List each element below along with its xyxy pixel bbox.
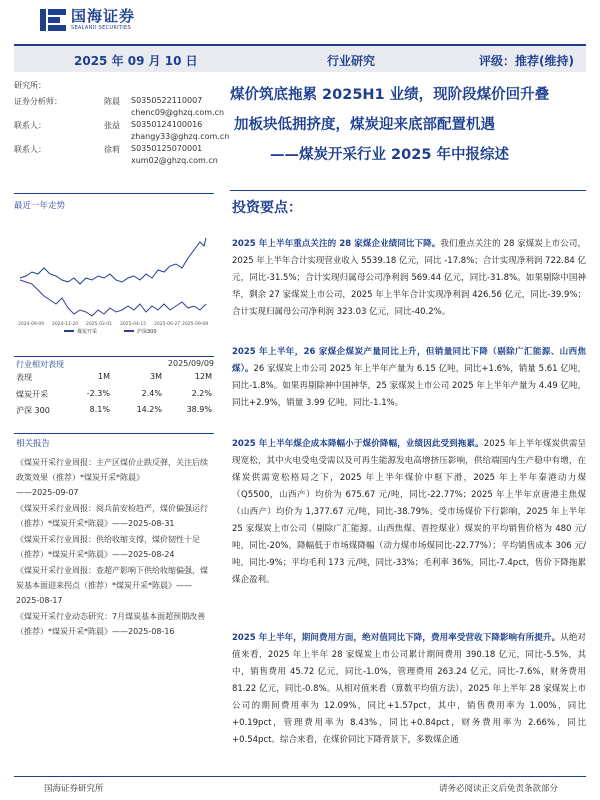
report-category: 行业研究: [327, 54, 376, 68]
report-date: 2025 年 09 月 10 日: [74, 54, 198, 68]
report-date: ——2025-09-07: [16, 488, 79, 497]
analyst-id: S0350124100016: [131, 120, 203, 129]
paragraph-body: 2025 年上半年煤炭供需呈现宽松，其中火电受电受需以及可再生能源发电高增挤压影响，供给端国内生产稳中有增，在煤炭供需宽松格局之下，2025 年上半年煤价中枢下滑，2025 年上半年秦港动力煤（Q5500，山西产）均价为 675.67 元/吨，同比-22.77%；2025 年上半年京唐港主焦煤（山西产）均价为 1,377.67 元/吨，同比-38.79%。受市场煤价下行影响，2025 年上半年 25 家煤炭上市公司（剔除广汇能源、山西焦煤、晋控煤业）煤炭的平均销售价格为 480 元/吨，同比-20%，降幅低于市场煤降幅（动力煤市场煤同比-22.77%）；平均销售成本 306 元/吨，同比-9%；平均毛利 173 元/吨，同比-33%；毛利率 36%，同比-7.4pct，售价下降拖累煤企盈利。: [232, 439, 586, 585]
table-header: 表现: [16, 373, 32, 382]
series-line-csi300: [20, 280, 206, 316]
footer-divider: [14, 776, 586, 777]
logo-name-en: SEALAND SECURITIES: [71, 25, 131, 31]
analyst-role: 联系人：: [14, 145, 46, 154]
x-tick: 2025-02-01: [86, 322, 113, 327]
brand-logo: [40, 5, 135, 35]
title-line-1: 煤价筑底拖累 2025H1 业绩，现阶段煤价回升叠: [230, 87, 550, 103]
analyst-role: 证券分析师：: [14, 97, 62, 106]
table-cell: 沪深 300: [16, 406, 50, 415]
paragraph: [232, 236, 586, 321]
report-date: ——2025-08-16: [112, 627, 175, 636]
report-item[interactable]: [14, 532, 210, 562]
paragraph-lead: 2025 年上半年，26 家煤企煤炭产量同比上升，但销量同比下降（剔除广汇能源、山西焦煤）。: [232, 347, 586, 374]
table-header: 1M: [98, 372, 110, 381]
report-date: ——2025-08-24: [112, 550, 175, 559]
legend-coal: 煤炭开采: [77, 329, 98, 335]
footer-disclaimer: 请务必阅读正文后免责条款部分: [438, 784, 558, 794]
x-tick: 2024-09-09: [18, 322, 45, 327]
report-text: 《煤炭开采行业周报：查超产影响下供给收缩偏强，煤炭基本面迎来拐点（推荐）*煤炭开采*陈晨》: [16, 566, 208, 590]
performance-table: [14, 356, 214, 426]
report-text: 《煤炭开采行业周报：主产区煤价止跌反弹，关注后续政策效果（推荐）*煤炭开采*陈晨》: [16, 458, 208, 482]
analyst-id: S0350522110007: [131, 96, 203, 105]
logo-mark-icon: [40, 9, 66, 31]
trend-chart: [16, 218, 210, 338]
report-item[interactable]: [14, 455, 210, 500]
table-header: 12M: [194, 372, 212, 381]
table-cell: 2.4%: [141, 389, 162, 398]
analyst-email[interactable]: xum02@ghzq.com.cn: [131, 156, 218, 165]
table-cell: 14.2%: [136, 405, 162, 414]
report-item[interactable]: [14, 501, 210, 531]
analyst-email[interactable]: zhangy33@ghzq.com.cn: [131, 132, 230, 141]
analyst-name: 陈晨: [104, 97, 120, 106]
key-points-label: 投资要点：: [232, 200, 302, 216]
x-tick: 2025-09-08: [182, 322, 209, 327]
paragraph-body: 我们重点关注的 28 家煤炭上市公司，2025 年上半年合计实现营业收入 5539.18 亿元，同比 -17.8%；合计实现净利润 722.84 亿元，同比-31.5%；合计实现归属母公司净利润 569.44 亿元，同比-31.8%。如果剔除中国神华，剩余 27 家煤炭上市公司，2025 年上半年合计实现净利润 426.56 亿元，同比-39.9%；合计实现归属母公司净利润 323.03 亿元，同比-40.2%。: [232, 239, 586, 317]
report-text: 《煤炭开采行业周报：阅兵前安检趋严，煤价偏强运行（推荐）*煤炭开采*陈晨》: [16, 504, 208, 528]
report-item[interactable]: [14, 609, 210, 639]
legend-csi300: 沪深300: [137, 329, 157, 335]
footer-left: 国海证券研究所: [44, 784, 104, 794]
table-row: [14, 389, 214, 402]
performance-title: 行业相对表现: [16, 360, 64, 369]
title-line-3: ——煤炭开采行业 2025 年中报综述: [270, 147, 509, 163]
reports-title: 相关报告: [16, 439, 51, 449]
paragraph-lead: 2025 年上半年重点关注的 28 家煤企业绩同比下降。: [232, 239, 441, 249]
divider: [14, 356, 214, 357]
series-line-coal: [20, 238, 206, 284]
report-text: 《煤炭开采行业动态研究：7月煤炭基本面超预期改善（推荐）*煤炭开采*陈晨》: [16, 612, 206, 636]
table-cell: 8.1%: [89, 405, 110, 414]
table-cell: 煤炭开采: [16, 390, 48, 399]
table-cell: -2.3%: [86, 389, 110, 398]
report-item[interactable]: [14, 563, 210, 608]
analyst-id: S0350125070001: [131, 144, 203, 153]
report-date: ——2025-08-17: [16, 581, 192, 605]
analysts-title: 研究所：: [14, 81, 46, 90]
x-tick: 2025-04-15: [120, 322, 147, 327]
divider: [230, 190, 586, 191]
paragraph-lead: 2025 年上半年，期间费用方面，绝对值同比下降，费用率受营收下降影响有所提升。: [232, 633, 561, 643]
title-line-2: 加板块低拥挤度，煤炭迎来底部配置机遇: [234, 117, 495, 133]
paragraph: [232, 436, 586, 589]
table-cell: 2.2%: [191, 389, 212, 398]
logo-name-cn: 国海证券: [71, 7, 136, 25]
divider: [14, 433, 214, 434]
paragraph: [232, 344, 586, 412]
trend-label: 最近一年走势: [14, 201, 66, 211]
analyst-name: 张益: [104, 121, 120, 130]
analyst-email[interactable]: chenc09@ghzq.com.cn: [131, 108, 225, 117]
trend-chart-svg: [16, 218, 210, 338]
paragraph: [232, 630, 586, 774]
table-header-row: [14, 372, 214, 385]
left-column: [14, 80, 230, 211]
analyst-role: 联系人：: [14, 121, 46, 130]
report-rating: 评级：推荐(维持): [479, 54, 574, 68]
performance-date: 2025/09/09: [167, 359, 214, 368]
related-reports: [14, 433, 210, 640]
paragraph-body: 26 家煤炭上市公司 2025 年上半年产量为 6.15 亿吨，同比+1.6%，销量 5.61 亿吨，同比-1.8%。如果再剔除神中国神华，25 家煤炭上市公司 2025 年上半年产量为 4.49 亿吨，同比+2.9%，销量 3.99 亿吨，同比-1.1%。: [232, 364, 586, 408]
report-date: ——2025-08-31: [112, 519, 175, 528]
paragraph-body: 从绝对值来看，2025 年上半年 28 家煤炭上市公司累计期间费用 390.18 亿元，同比-5.5%，其中，销售费用 45.72 亿元，同比-1.0%，管理费用 263.24 亿元，同比-7.6%，财务费用 81.22 亿元，同比-0.8%。从相对值来看（算数平均值方法），2025 年上半年 28 家煤炭上市公司的期间费用率为 12.09%，同比+1.57pct，其中，销售费用率为 1.00%，同比+0.19pct，管理费用率为 8.43%，同比+0.84pct，财务费用率为 2.66%，同比+0.54pct。综合来看，在煤价同比下降背景下，多数煤企通: [232, 633, 586, 745]
table-row: [14, 405, 214, 418]
paragraph-lead: 2025 年上半年煤企成本降幅小于煤价降幅，业绩因此受到拖累。: [232, 439, 484, 449]
divider: [14, 193, 214, 194]
header-band: [14, 44, 586, 72]
x-tick: 2025-06-27: [154, 322, 181, 327]
analyst-name: 徐莉: [104, 145, 120, 154]
report-text: 《煤炭开采行业周报：供给收缩支撑，煤价韧性十足（推荐）*煤炭开采*陈晨》: [16, 535, 200, 559]
x-tick: 2024-11-20: [52, 322, 79, 327]
table-header: 3M: [150, 372, 162, 381]
report-title: [230, 80, 590, 170]
table-cell: 38.9%: [186, 405, 212, 414]
